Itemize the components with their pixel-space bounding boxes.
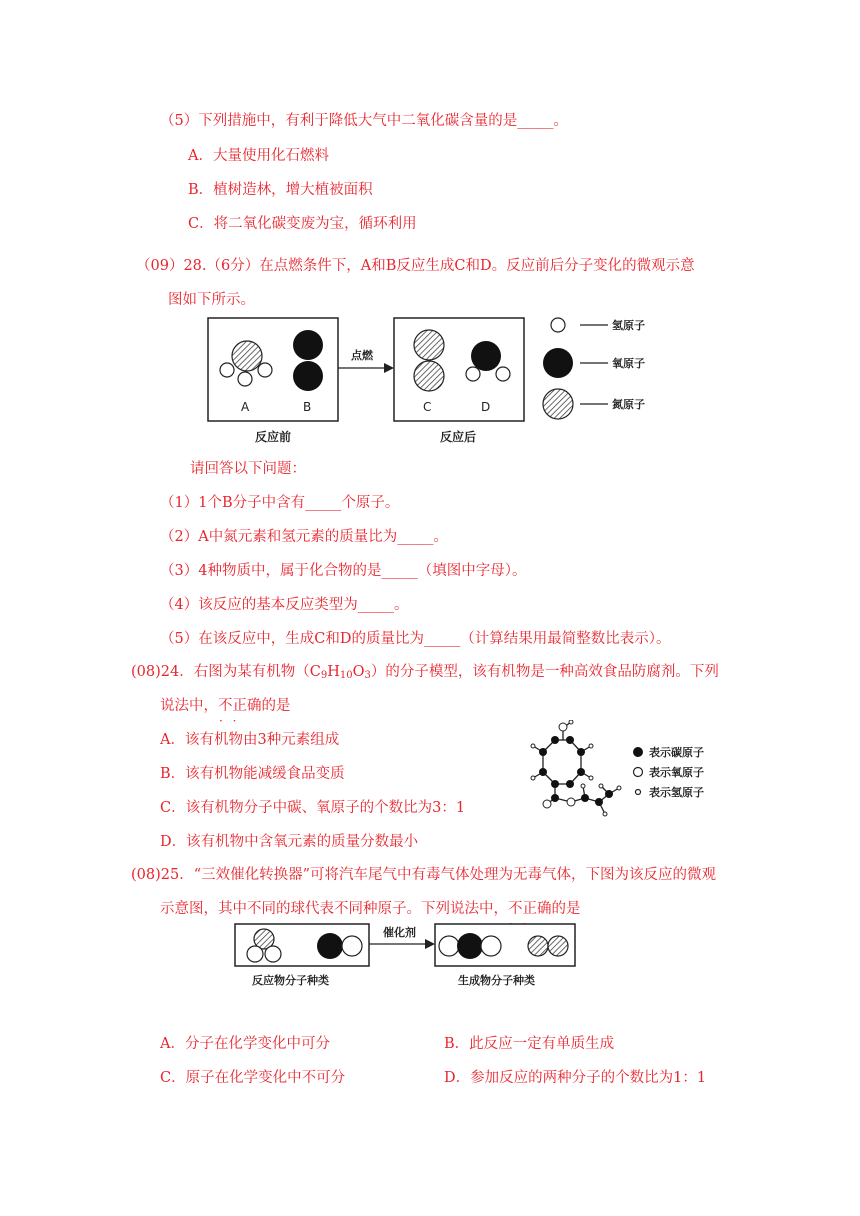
legend-nitrogen: 氮原子 bbox=[612, 398, 645, 411]
q24-molecule-model bbox=[525, 720, 745, 825]
q5-option-b: B．植树造林，增大植被面积 bbox=[188, 182, 373, 198]
label-b: B bbox=[303, 400, 312, 414]
q25-option-d: D．参加反应的两种分子的个数比为1：1 bbox=[444, 1070, 707, 1086]
h-atom bbox=[220, 363, 234, 377]
q28-sub-5: （5）在该反应中，生成C和D的质量比为_____（计算结果用最简整数比表示）。 bbox=[160, 631, 671, 647]
q28-stem-line1: （09）28.（6分）在点燃条件下，A和B反应生成C和D。反应前后分子变化的微观示意 bbox=[136, 258, 695, 274]
legend-hydrogen-atom: 表示氢原子 bbox=[649, 786, 704, 799]
arrow-label-catalyst: 催化剂 bbox=[383, 926, 416, 939]
q28-sub-4: （4）该反应的基本反应类型为_____。 bbox=[160, 597, 409, 613]
q28-prompt: 请回答以下问题： bbox=[190, 461, 306, 477]
q28-sub-1: （1）1个B分子中含有_____个原子。 bbox=[160, 495, 400, 511]
label-c: C bbox=[423, 400, 432, 414]
caption-products: 生成物分子种类 bbox=[458, 974, 535, 987]
label-d: D bbox=[481, 400, 491, 414]
q24-option-d: D．该有机物中含氧元素的质量分数最小 bbox=[160, 834, 419, 850]
q25-emphasis: 不正确 · · bbox=[508, 901, 552, 917]
legend-carbon: 表示碳原子 bbox=[649, 746, 704, 759]
q5-option-a: A．大量使用化石燃料 bbox=[188, 148, 329, 164]
q25-reaction-diagram bbox=[228, 916, 588, 992]
q24-stem-line2: 说法中，不正确 · ·的是 bbox=[160, 696, 291, 716]
label-a: A bbox=[241, 400, 250, 414]
formula-h-count: 10 bbox=[339, 670, 353, 681]
caption-after: 反应后 bbox=[440, 430, 477, 444]
q25-option-c: C．原子在化学变化中不可分 bbox=[160, 1070, 346, 1086]
legend-oxygen-atom: 表示氧原子 bbox=[649, 766, 704, 779]
q25-option-a: A．分子在化学变化中可分 bbox=[160, 1036, 330, 1052]
q28-reaction-diagram bbox=[200, 308, 670, 450]
q28-sub-2: （2）A中氮元素和氢元素的质量比为_____。 bbox=[160, 529, 448, 545]
q5-option-c: C．将二氧化碳变废为宝，循环利用 bbox=[188, 216, 417, 232]
q24-stem-line1: (08)24．右图为某有机物（C9H10O3）的分子模型，该有机物是一种高效食品防腐剂。下列 bbox=[131, 664, 719, 681]
formula-c-count: 9 bbox=[320, 670, 328, 681]
arrow-label-ignite: 点燃 bbox=[351, 349, 373, 362]
q28-stem-line2: 图如下所示。 bbox=[168, 292, 255, 308]
q28-sub-3: （3）4种物质中，属于化合物的是_____（填图中字母）。 bbox=[160, 563, 527, 579]
q25-option-b: B．此反应一定有单质生成 bbox=[444, 1036, 615, 1052]
q24-emphasis: 不正确 · · bbox=[218, 698, 262, 714]
q25-stem-line2: 示意图，其中不同的球代表不同种原子。下列说法中，不正确 · ·的是 bbox=[160, 899, 581, 919]
q24-option-c: C．该有机物分子中碳、氧原子的个数比为3：1 bbox=[160, 800, 466, 816]
q5-question: （5）下列措施中，有利于降低大气中二氧化碳含量的是_____。 bbox=[160, 113, 568, 129]
q24-option-b: B．该有机物能减缓食品变质 bbox=[160, 766, 345, 782]
caption-reactants: 反应物分子种类 bbox=[252, 974, 329, 987]
caption-before: 反应前 bbox=[255, 430, 292, 444]
legend-oxygen: 氧原子 bbox=[612, 357, 645, 370]
formula-o-count: 3 bbox=[364, 670, 371, 681]
q24-option-a: A．该有机物由3种元素组成 bbox=[160, 732, 340, 748]
legend-hydrogen: 氢原子 bbox=[612, 319, 645, 332]
q25-stem-line1: (08)25．“三效催化转换器”可将汽车尾气中有毒气体处理为无毒气体，下图为该反应的微观 bbox=[131, 867, 717, 883]
